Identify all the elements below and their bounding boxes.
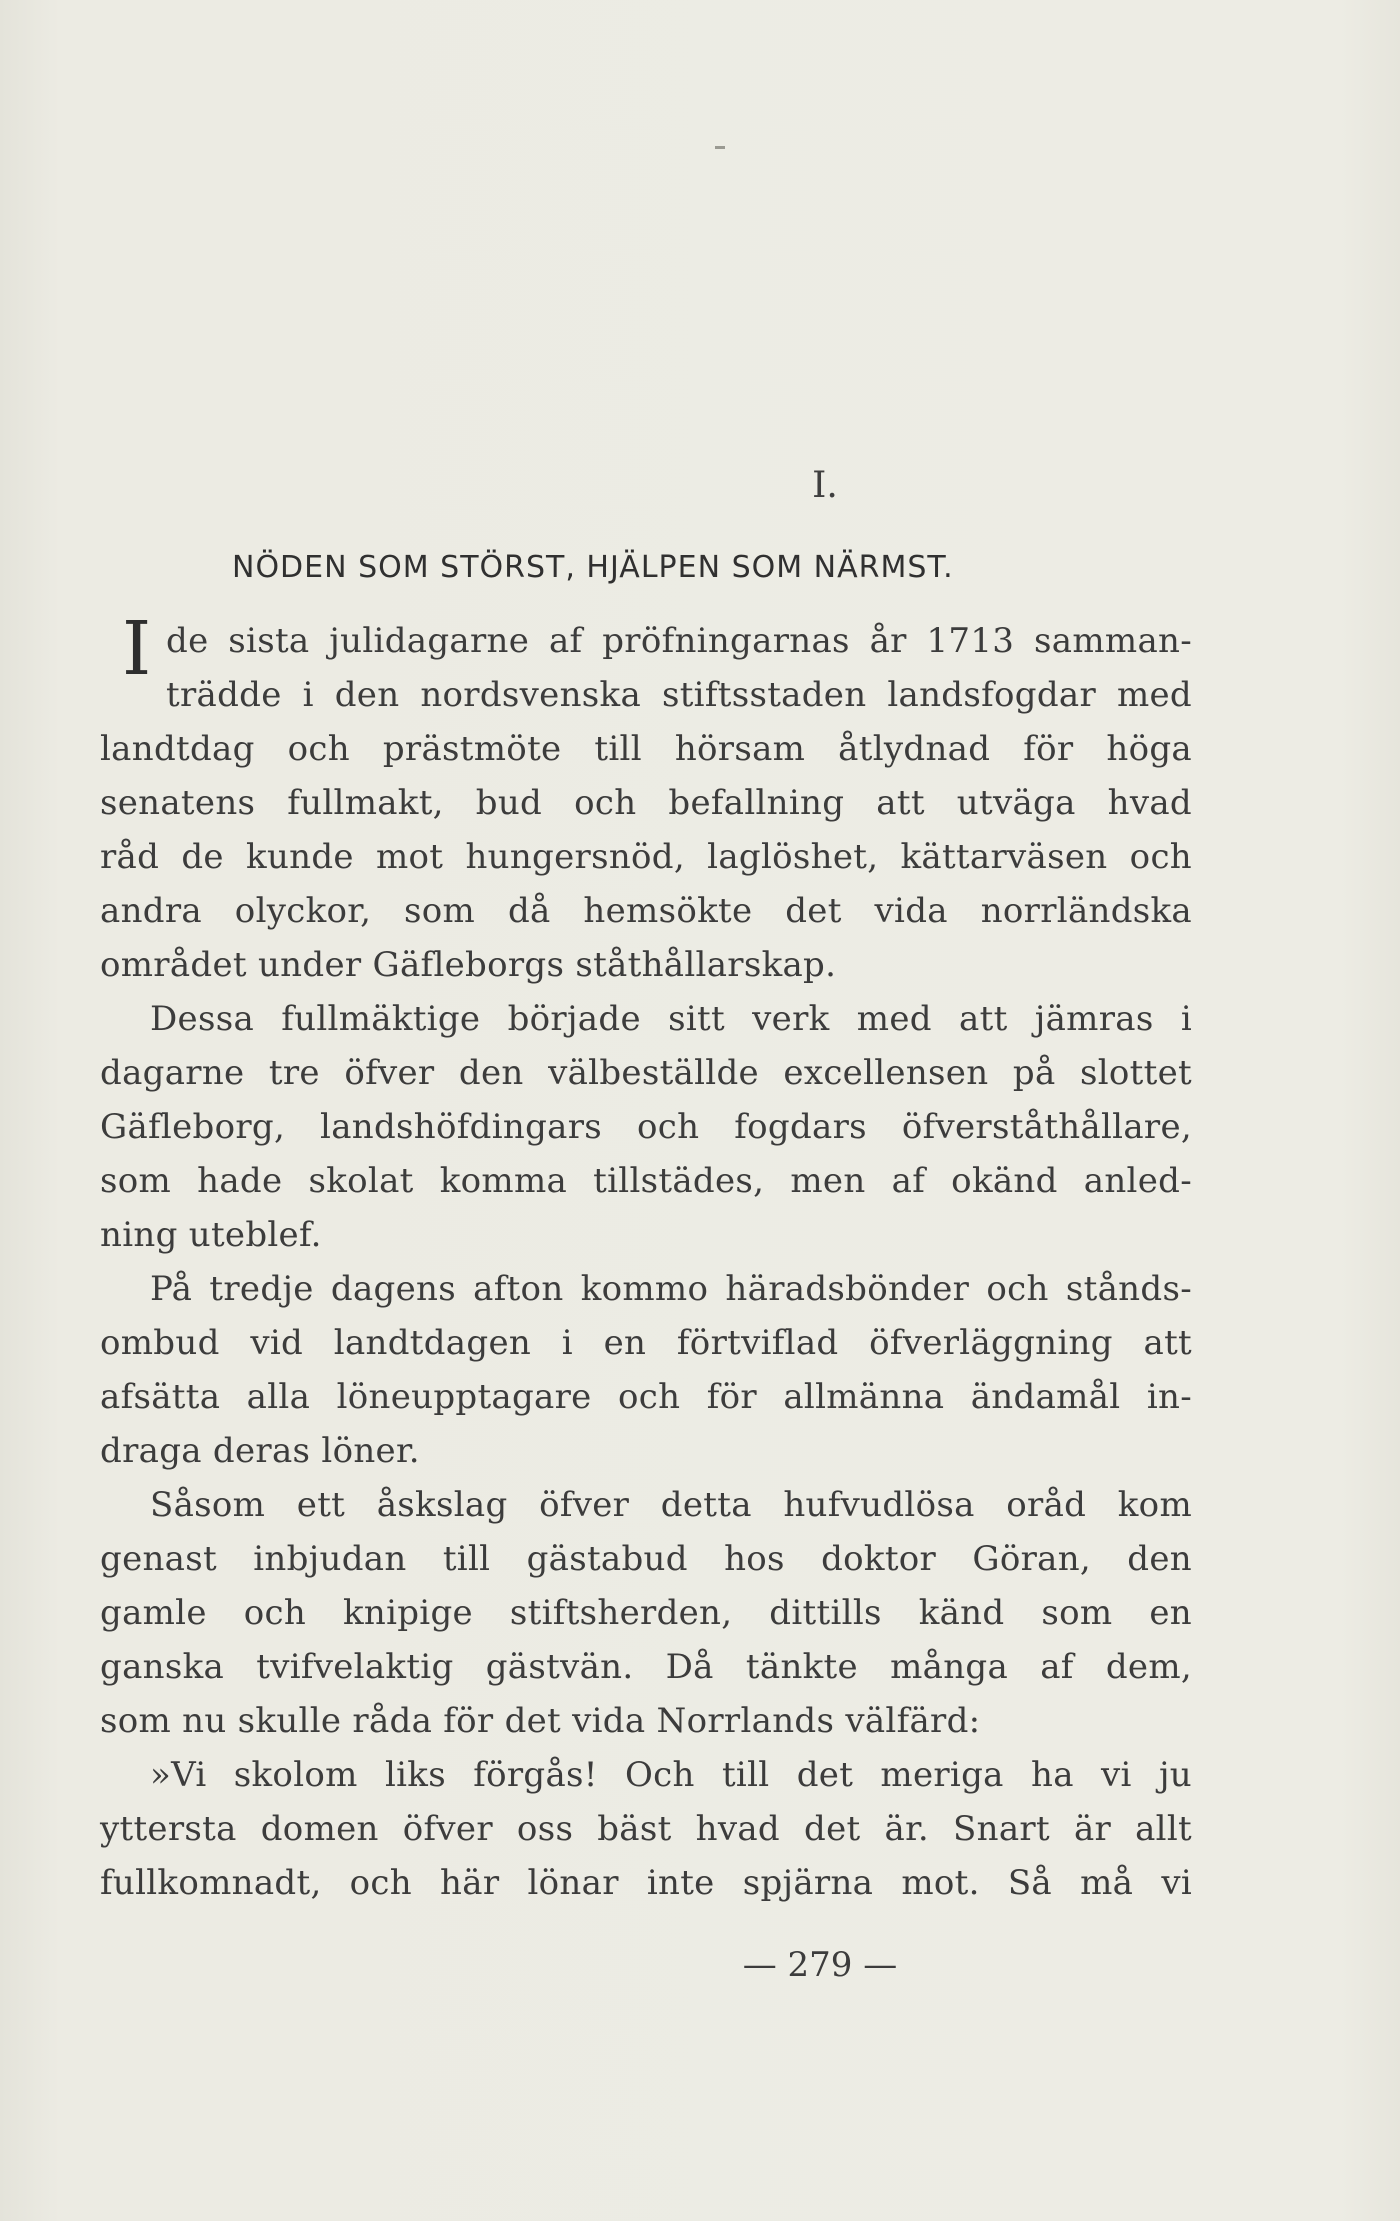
text-line: dagarne tre öfver den välbeställde excellensen på slottet — [100, 1053, 1192, 1093]
text-line: Såsom ett åskslag öfver detta hufvudlösa oråd kom — [150, 1485, 1192, 1525]
text-line: senatens fullmakt, bud och befallning att utväga hvad — [100, 783, 1192, 823]
text-line: de sista julidagarne af pröfningarnas år 1713 samman- — [166, 621, 1192, 661]
text-line: fullkomnadt, och här lönar inte spjärna mot. Så må vi — [100, 1863, 1192, 1903]
text-line: råd de kunde mot hungersnöd, laglöshet, kättarväsen och — [100, 837, 1192, 877]
text-line: som hade skolat komma tillstädes, men af okänd anled- — [100, 1161, 1192, 1201]
text-line: Gäfleborg, landshöfdingars och fogdars öfverståthållare, — [100, 1107, 1192, 1147]
text-line: som nu skulle råda för det vida Norrlands välfärd: — [100, 1701, 981, 1741]
chapter-title: NÖDEN SOM STÖRST, HJÄLPEN SOM NÄRMST. — [232, 550, 954, 585]
text-line: trädde i den nordsvenska stiftsstaden landsfogdar med — [166, 675, 1192, 715]
body-text — [100, 606, 1192, 1910]
chapter-number: I. — [812, 465, 838, 506]
text-line: andra olyckor, som då hemsökte det vida norrländska — [100, 891, 1192, 931]
text-line: ning uteblef. — [100, 1215, 322, 1255]
text-line: ombud vid landtdagen i en förtviflad öfverläggning att — [100, 1323, 1192, 1363]
drop-cap: I — [122, 606, 152, 692]
text-line: gamle och knipige stiftsherden, dittills känd som en — [100, 1593, 1192, 1633]
text-line: yttersta domen öfver oss bäst hvad det är. Snart är allt — [100, 1809, 1192, 1849]
text-line: draga deras löner. — [100, 1431, 420, 1471]
text-line: ganska tvifvelaktig gästvän. Då tänkte många af dem, — [100, 1647, 1192, 1687]
text-line: området under Gäfleborgs ståthållarskap. — [100, 945, 837, 985]
text-line: Dessa fullmäktige började sitt verk med att jämras i — [150, 999, 1192, 1039]
page-number: — 279 — — [742, 1945, 898, 1985]
text-line: afsätta alla löneupptagare och för allmänna ändamål in- — [100, 1377, 1192, 1417]
text-line: »Vi skolom liks förgås! Och till det meriga ha vi ju — [150, 1755, 1192, 1795]
text-line: landtdag och prästmöte till hörsam åtlydnad för höga — [100, 729, 1192, 769]
text-line: genast inbjudan till gästabud hos doktor Göran, den — [100, 1539, 1192, 1579]
text-line: På tredje dagens afton kommo häradsbönder och stånds- — [150, 1269, 1192, 1309]
ink-speck — [715, 146, 725, 149]
